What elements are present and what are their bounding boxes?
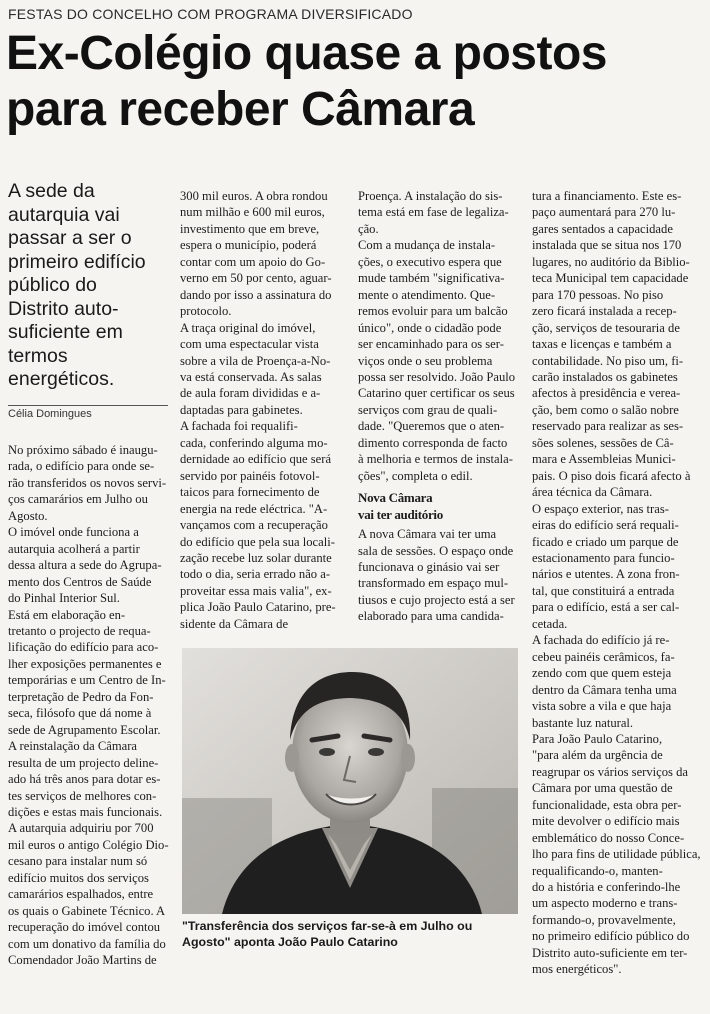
- text-line: instalada que se situa nos 170: [532, 238, 682, 253]
- text-line: primeiro edifício: [8, 250, 146, 273]
- text-line: um aspecto moderno e trans-: [532, 896, 678, 911]
- text-line: protocolo.: [180, 304, 232, 319]
- text-line: paço aumentará para 270 lu-: [532, 205, 676, 220]
- text-line: viços onde o seu problema: [358, 353, 493, 368]
- text-line: Proença. A instalação do sis-: [358, 189, 503, 203]
- text-line: servido por painéis fotovol-: [180, 468, 320, 483]
- text-line: verno em 50 por cento, aguar-: [180, 271, 332, 286]
- text-line: Distrito auto-suficiente em ter-: [532, 945, 688, 960]
- text-line: "Transferência dos serviços far-se-à em Julho ou: [182, 919, 473, 933]
- text-line: proveitar essa mais valia", ex-: [180, 583, 332, 598]
- text-line: mite devolver o edifício mais: [532, 814, 680, 829]
- text-line: pais. O piso dois ficará afecto à: [532, 468, 691, 483]
- text-line: 300 mil euros. A obra rondou: [180, 189, 328, 203]
- text-line: dernidade ao edifício que será: [180, 452, 332, 467]
- text-line: teca Municipal tem capacidade: [532, 271, 689, 286]
- text-line: energia na rede eléctrica. "A-: [180, 501, 328, 516]
- headline: [6, 26, 706, 138]
- text-line: temporárias e um Centro de In-: [8, 673, 166, 688]
- text-line: tura a financiamento. Este es-: [532, 189, 682, 203]
- text-line: sala de sessões. O espaço onde: [358, 543, 514, 558]
- text-line: dições e estas mais funcionais.: [8, 804, 163, 819]
- text-line: todo o dia, seria errado não a-: [180, 567, 331, 582]
- text-line: gares sentados a capacidade: [532, 221, 673, 236]
- text-line: dentro da Câmara tenha uma: [532, 682, 677, 697]
- text-line: camarários espalhados, entre: [8, 887, 154, 902]
- text-line: passar a ser o: [8, 227, 132, 249]
- text-line: zendo com que quem esteja: [532, 666, 672, 681]
- text-line: com um donativo da família do: [8, 936, 166, 951]
- text-line: à melhoria e termos de instala-: [358, 452, 513, 467]
- text-line: Distrito auto-: [8, 297, 119, 320]
- text-line: dimento corresponda de facto: [358, 435, 508, 450]
- text-line: ado há três anos para dotar es-: [8, 772, 161, 787]
- body-column-1: [8, 442, 170, 969]
- text-line: cesano para instalar num só: [8, 854, 148, 869]
- text-line: Câmara por uma questão de: [532, 781, 673, 796]
- text-line: suficiente em: [8, 321, 123, 343]
- subheading: [358, 490, 522, 523]
- text-line: Nova Câmara: [358, 490, 433, 506]
- text-line: A traça original do imóvel,: [180, 320, 316, 335]
- text-line: Está em elaboração en-: [8, 607, 126, 622]
- text-line: espera o município, poderá: [180, 238, 317, 253]
- text-line: serviços com grau de quali-: [358, 402, 498, 417]
- text-line: reagrupar os vários serviços da: [532, 764, 688, 779]
- text-line: sede de Agrupamento Escolar.: [8, 722, 161, 737]
- text-line: zero ficará instalada a recep-: [532, 304, 677, 319]
- text-line: A reinstalação da Câmara: [8, 739, 138, 754]
- text-line: O imóvel onde funciona a: [8, 525, 139, 540]
- text-line: único", onde o cidadão pode: [358, 320, 502, 335]
- text-line: va está conservada. As salas: [180, 369, 322, 384]
- text-line: sões solenes, sessões de Câ-: [532, 435, 674, 450]
- text-line: reservado para realizar as ses-: [532, 419, 684, 434]
- text-line: do Pinhal Interior Sul.: [8, 591, 120, 606]
- text-line: ção.: [358, 221, 379, 236]
- text-line: do a história e conferindo-lhe: [532, 880, 681, 895]
- text-line: resulta de um projecto deline-: [8, 755, 159, 770]
- text-line: lugares, no auditório da Biblio-: [532, 254, 690, 269]
- text-line: daptadas para gabinetes.: [180, 402, 303, 417]
- text-line: A fachada foi requalifi-: [180, 419, 298, 434]
- text-line: sobre a vila de Proença-a-No-: [180, 353, 331, 368]
- text-line: tema está em fase de legaliza-: [358, 205, 509, 220]
- text-line: Com a mudança de instala-: [358, 238, 496, 253]
- text-line: mude também "significativa-: [358, 271, 505, 286]
- text-line: dando por isso a assinatura do: [180, 287, 332, 302]
- text-line: ções, o executivo espera que: [358, 254, 502, 269]
- text-line: dessa altura a sede do Agrupa-: [8, 558, 162, 573]
- text-line: para o edifício, está a ser cal-: [532, 600, 680, 615]
- text-line: mil euros o antigo Colégio Dio-: [8, 837, 169, 852]
- text-line: afectos à presidência e verea-: [532, 386, 681, 401]
- text-line: tal, que constituirá a entrada: [532, 583, 675, 598]
- text-line: tiusos e cujo projecto está a ser: [358, 592, 515, 607]
- text-line: A fachada do edifício já re-: [532, 633, 670, 648]
- text-line: possa ser resolvido. João Paulo: [358, 369, 516, 384]
- text-line: mente o atendimento. Que-: [358, 287, 496, 302]
- text-line: mos energéticos".: [532, 962, 622, 977]
- text-line: num milhão e 600 mil euros,: [180, 205, 325, 220]
- text-line: transformado em espaço mul-: [358, 576, 509, 591]
- text-line: vista sobre a vila e que haja: [532, 699, 672, 714]
- text-line: No próximo sábado é inaugu-: [8, 443, 158, 457]
- text-line: A nova Câmara vai ter uma: [358, 527, 497, 542]
- text-line: sidente da Câmara de: [180, 616, 289, 631]
- text-line: ser encaminhado para os ser-: [358, 337, 504, 352]
- text-line: contar com um apoio do Go-: [180, 254, 326, 269]
- text-line: de aula foram divididas e a-: [180, 386, 321, 401]
- text-line: emblemático do nosso Conce-: [532, 830, 685, 845]
- text-line: mento dos Centros de Saúde: [8, 574, 152, 589]
- text-line: os quais o Gabinete Técnico. A: [8, 903, 166, 918]
- text-line: mara e Assembleias Munici-: [532, 452, 676, 467]
- byline: Célia Domingues: [8, 408, 92, 420]
- text-line: Catarino quer certificar os seus: [358, 386, 515, 401]
- text-line: taxas e licenças e também a: [532, 337, 672, 352]
- text-line: área técnica da Câmara.: [532, 485, 653, 500]
- text-line: investimento que em breve,: [180, 221, 320, 236]
- text-line: terpretação de Pedro da Fon-: [8, 689, 154, 704]
- text-line: lho para fins de utilidade pública,: [532, 847, 701, 862]
- col3-part-b: [358, 526, 522, 625]
- text-line: Para João Paulo Catarino,: [532, 731, 663, 746]
- text-line: ção, serviços de tesouraria de: [532, 320, 680, 335]
- text-line: A autarquia adquiriu por 700: [8, 821, 154, 836]
- text-line: cetada.: [532, 616, 568, 631]
- text-line: elaborado para uma candida-: [358, 609, 504, 624]
- text-line: Agosto" aponta João Paulo Catarino: [182, 935, 398, 949]
- body-column-3: [358, 188, 522, 625]
- text-line: "para além da urgência de: [532, 748, 663, 763]
- text-line: A sede da: [8, 180, 95, 202]
- text-line: O espaço exterior, nas tras-: [532, 501, 669, 516]
- text-line: estacionamento para funcio-: [532, 550, 675, 565]
- text-line: energéticos.: [8, 368, 115, 390]
- photo-caption: [182, 918, 522, 950]
- portrait-illustration: [182, 648, 518, 914]
- text-line: cada, conferindo alguma mo-: [180, 435, 328, 450]
- headline-line: Ex-Colégio quase a postos: [6, 27, 607, 80]
- text-line: vançamos com a recuperação: [180, 518, 328, 533]
- text-line: lificação do edifício para aco-: [8, 640, 159, 655]
- text-line: ções", completa o edil.: [358, 468, 473, 483]
- text-line: tes serviços de melhores con-: [8, 788, 157, 803]
- text-line: funcionalidade, esta obra per-: [532, 797, 682, 812]
- text-line: autarquia acolherá a partir: [8, 541, 140, 556]
- text-line: seca, filósofo que dá nome à: [8, 706, 152, 721]
- text-line: dade. "Queremos que o aten-: [358, 419, 505, 434]
- text-line: zação recebe luz solar durante: [180, 550, 332, 565]
- text-line: autarquia vai: [8, 203, 120, 226]
- text-line: funcionava o ginásio vai ser: [358, 559, 500, 574]
- text-line: no primeiro edifício público do: [532, 929, 690, 944]
- text-line: para 170 pessoas. No piso: [532, 287, 664, 302]
- text-line: rão transferidos os novos servi-: [8, 475, 167, 490]
- text-line: vai ter auditório: [358, 506, 443, 522]
- text-line: ficado e criado um parque de: [532, 534, 679, 549]
- portrait-photo: [182, 648, 518, 914]
- text-line: do edifício que pela sua locali-: [180, 534, 335, 549]
- text-line: eiras do edifício será requali-: [532, 518, 679, 533]
- text-line: rada, o edifício para onde se-: [8, 459, 155, 474]
- headline-line: para receber Câmara: [6, 83, 475, 136]
- text-line: público do: [8, 274, 97, 296]
- text-line: Agosto.: [8, 508, 48, 523]
- text-line: formando-o, provavelmente,: [532, 912, 676, 927]
- byline-divider: [8, 405, 168, 406]
- text-line: bastante luz natural.: [532, 715, 634, 730]
- text-line: Comendador João Martins de: [8, 953, 157, 968]
- text-line: ços camarários em Julho ou: [8, 492, 148, 507]
- text-line: recuperação do imóvel contou: [8, 920, 161, 935]
- body-column-4: [532, 188, 702, 978]
- text-line: taicos para fornecimento de: [180, 485, 320, 500]
- text-line: cebeu painéis cerâmicos, fa-: [532, 649, 675, 664]
- text-line: com uma espectacular vista: [180, 337, 319, 352]
- text-line: edifício muitos dos serviços: [8, 870, 149, 885]
- text-line: tretanto o projecto de requa-: [8, 623, 151, 638]
- text-line: ção, bem como o salão nobre: [532, 402, 679, 417]
- text-line: requalificando-o, manten-: [532, 863, 663, 878]
- body-column-2: [180, 188, 346, 632]
- text-line: nários e utentes. A zona fron-: [532, 567, 680, 582]
- text-line: termos: [8, 344, 68, 367]
- text-line: lher exposições permanentes e: [8, 656, 162, 671]
- kicker: FESTAS DO CONCELHO COM PROGRAMA DIVERSIFICADO: [8, 6, 413, 22]
- text-line: contabilidade. No piso um, fi-: [532, 353, 684, 368]
- text-line: plica João Paulo Catarino, pre-: [180, 600, 336, 615]
- text-line: remos evoluir para um balcão: [358, 304, 508, 319]
- text-line: carão instalados os gabinetes: [532, 369, 678, 384]
- lede: [8, 180, 168, 392]
- col3-part-a: [358, 188, 522, 484]
